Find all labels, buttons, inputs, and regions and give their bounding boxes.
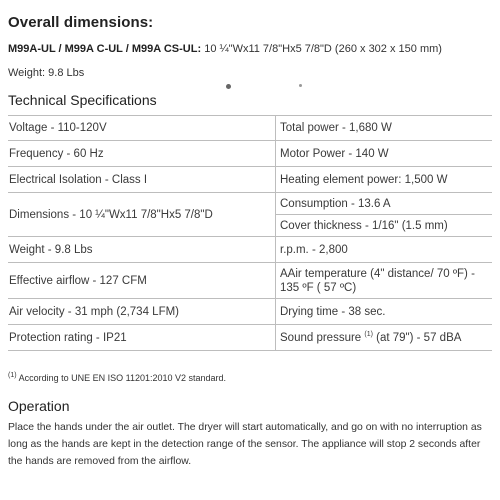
overall-dimensions-line (8, 43, 442, 55)
spec-cell-right (276, 325, 493, 351)
spec-cell-right: Drying time - 38 sec. (276, 299, 493, 325)
spec-cell-right: Heating element power: 1,500 W (276, 167, 493, 193)
footnote-marker: (1) (8, 372, 17, 379)
table-row (8, 141, 492, 167)
decorative-dot (299, 84, 302, 87)
sound-pressure-label: Sound pressure (280, 331, 365, 344)
table-row (8, 237, 492, 263)
sound-pressure-value: (at 79") - 57 dBA (372, 331, 462, 344)
table-row (8, 325, 492, 351)
spec-cell-right: Cover thickness - 1/16" (1.5 mm) (276, 215, 493, 237)
table-row (8, 299, 492, 325)
decorative-dot (226, 84, 231, 89)
spec-cell-left: Effective airflow - 127 CFM (8, 263, 276, 299)
table-row (8, 167, 492, 193)
technical-specifications-title: Technical Specifications (8, 92, 157, 108)
operation-text: Place the hands under the air outlet. The dryer will start automatically, and go on with no interruption as long as the hands are kept in the detection range of the sensor. The appliance will stop 2 seconds after the hands are removed from the airflow. (8, 422, 482, 467)
spec-cell-left: Air velocity - 31 mph (2,734 LFM) (8, 299, 276, 325)
overall-dimensions-value: 10 ¼"Wx11 7/8"Hx5 7/8"D (260 x 302 x 150 mm) (201, 43, 442, 55)
table-row (8, 263, 492, 299)
spec-table (8, 115, 492, 351)
overall-weight: Weight: 9.8 Lbs (8, 67, 85, 79)
spec-cell-right: Motor Power - 140 W (276, 141, 493, 167)
spec-cell-right: Consumption - 13.6 A (276, 193, 493, 215)
spec-cell-left: Frequency - 60 Hz (8, 141, 276, 167)
spec-cell-left: Weight - 9.8 Lbs (8, 237, 276, 263)
footnote-marker: (1) (364, 330, 373, 338)
model-names: M99A-UL / M99A C-UL / M99A CS-UL: (8, 43, 202, 55)
footnote-text: According to UNE EN ISO 11201:2010 V2 standard. (16, 373, 227, 383)
spec-cell-left: Dimensions - 10 ¼"Wx11 7/8"Hx5 7/8"D (8, 193, 276, 237)
table-row (8, 116, 492, 141)
operation-title: Operation (8, 398, 70, 414)
spec-cell-left: Electrical Isolation - Class I (8, 167, 276, 193)
table-row (8, 193, 492, 215)
spec-cell-left: Voltage - 110-120V (8, 116, 276, 141)
spec-cell-right: r.p.m. - 2,800 (276, 237, 493, 263)
spec-cell-left: Protection rating - IP21 (8, 325, 276, 351)
spec-cell-right: Total power - 1,680 W (276, 116, 493, 141)
spec-cell-right: AAir temperature (4" distance/ 70 ºF) - 135 ºF ( 57 ºC) (276, 263, 493, 299)
overall-dimensions-title: Overall dimensions: (8, 14, 154, 31)
footnote (8, 373, 226, 383)
